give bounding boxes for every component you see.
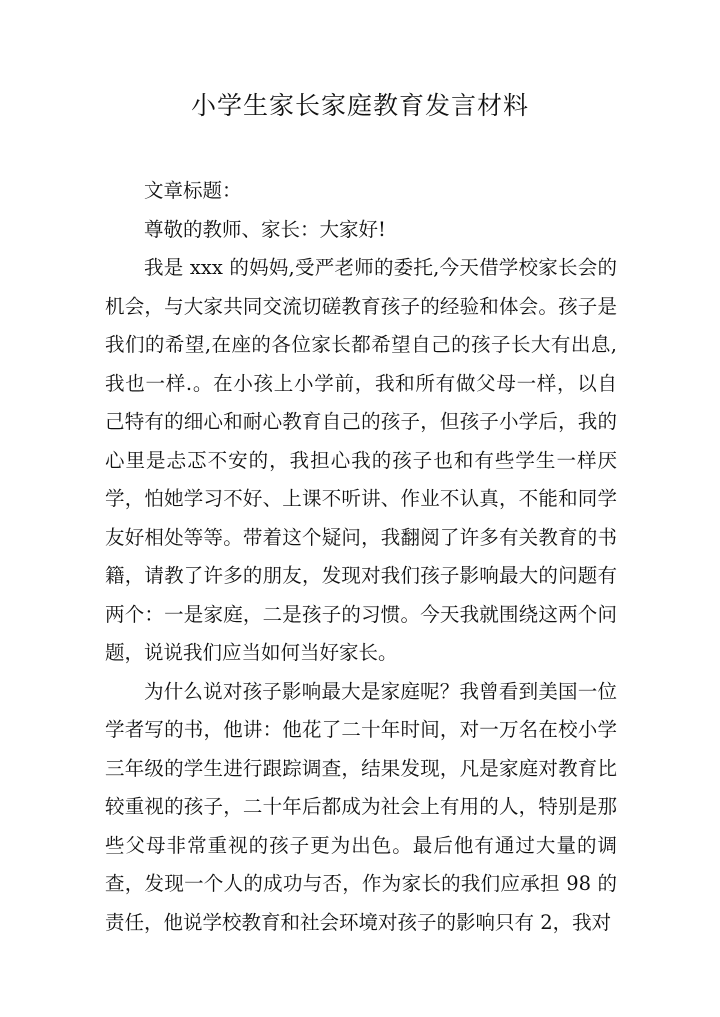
document-title: 小学生家长家庭教育发言材料 (190, 91, 529, 120)
document-body (105, 172, 617, 942)
paragraph-greeting: 尊敬的教师、家长：大家好! (144, 217, 386, 241)
paragraph-introduction: 我是 xxx 的妈妈,受严老师的委托,今天借学校家长会的机会，与大家共同交流切磋教育孩子的经验和体会。孩子是我们的希望,在座的各位家长都希望自己的孩子长大有出息,我也一样.。在小孩上小学前，我和所有做父母一样，以自己特有的细心和耐心教育自己的孩子，但孩子小学后，我的心里是忐忑不安的，我担心我的孩子也和有些学生一样厌学，怕她学习不好、上课不听讲、作业不认真，不能和同学友好相处等等。带着这个疑问，我翻阅了许多有关教育的书籍，请教了许多的朋友，发现对我们孩子影响最大的问题有两个：一是家庭，二是孩子的习惯。今天我就围绕这两个问题，说说我们应当如何当好家长。 (105, 256, 617, 664)
paragraph-article-heading: 文章标题： (144, 179, 242, 202)
paragraph-family-influence: 为什么说对孩子影响最大是家庭呢？我曾看到美国一位学者写的书，他讲：他花了二十年时间，对一万名在校小学三年级的学生进行跟踪调查，结果发现，凡是家庭对教育比较重视的孩子，二十年后都成为社会上有用的人，特别是那些父母非常重视的孩子更为出色。最后他有通过大量的调查，发现一个人的成功与否，作为家长的我们应承担 98 的责任，他说学校教育和社会环境对孩子的影响只有 2，我对 (105, 679, 617, 934)
